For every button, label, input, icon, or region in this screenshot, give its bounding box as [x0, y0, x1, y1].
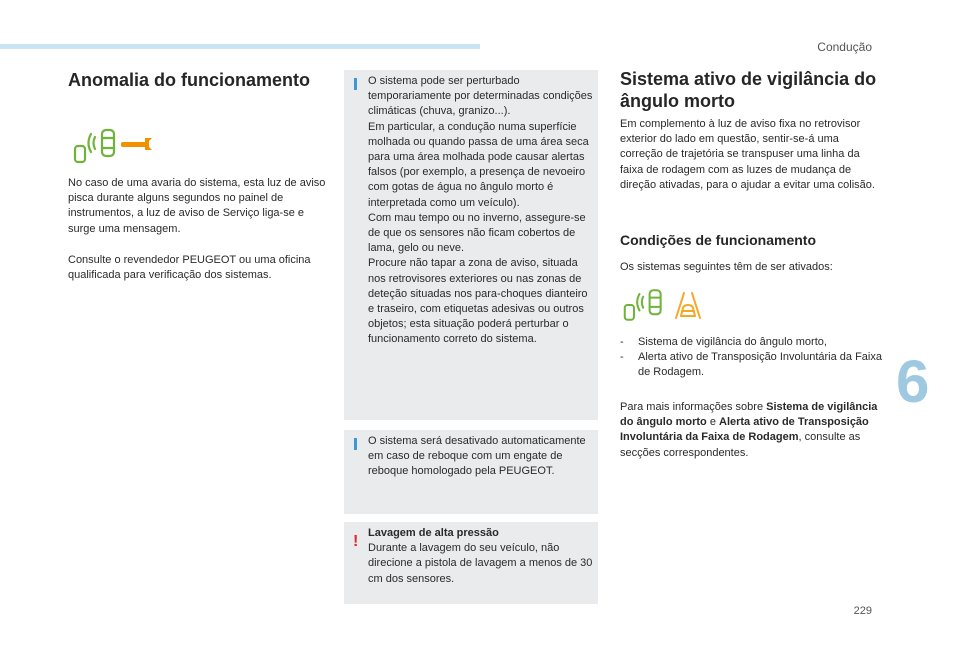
- info-text-towing: O sistema será desativado automaticamente em caso de reboque com um engate de reboque homologado pela PEUGEOT.: [368, 435, 586, 478]
- blind-spot-icon: [622, 286, 668, 324]
- info-box-towing: [344, 430, 598, 514]
- active-blind-spot-intro: Em complemento à luz de aviso fixa no retrovisor exterior do lado em questão, sentir-se-á uma correção de trajetória se transpuser uma linha da faixa de rodagem com as luzes de mudança de direção ativadas, para o ajudar a evitar uma colisão.: [620, 118, 875, 191]
- operating-conditions-title: Condições de funcionamento: [620, 232, 817, 248]
- more-info-prefix: Para mais informações sobre: [620, 401, 767, 413]
- info-icon: [354, 78, 357, 90]
- lane-keeping-icon: [670, 290, 706, 320]
- blind-spot-warning-icon: [72, 126, 122, 166]
- malfunction-paragraph: No caso de uma avaria do sistema, esta luz de aviso pisca durante alguns segundos no painel de instrumentos, a luz de aviso de Serviço liga-se e surge uma mensagem.: [68, 177, 326, 235]
- info-box-weather: [344, 70, 598, 420]
- warning-content: [368, 526, 594, 587]
- list-item: - Sistema de vigilância do ângulo morto,: [620, 335, 882, 350]
- warning-box-washing: [344, 522, 598, 604]
- warning-icon: !: [353, 533, 359, 550]
- warning-text: Durante a lavagem do seu veículo, não direcione a pistola de lavagem a menos de 30 cm dos sensores.: [368, 542, 593, 585]
- more-info-suffix: , consulte as secções correspondentes.: [620, 431, 861, 459]
- section-label: Condução: [817, 40, 872, 54]
- info-text-weather: O sistema pode ser perturbado temporariamente por determinadas condições climáticas (chuva, granizo...). Em particular, a condução numa superfície molhada ou quando passa de uma área seca para uma área molhada pode causar alertas falsos (por exemplo, a presença de nevoeiro com gotas de água no ângulo morto é interpretada como um veículo). Com mau tempo ou no inverno, assegure-se de que os sensores não ficam cobertos de lama, gelo ou neve. Procure não tapar a zona de aviso, situada nos retrovisores exteriores ou nas zonas de deteção situadas nos para-choques dianteiro e traseiro, com etiquetas adesivas ou outros objetos; esta situação poderá perturbar o funcionamento correto do sistema.: [368, 75, 593, 346]
- operating-conditions-intro: Os sistemas seguintes têm de ser ativados:: [620, 261, 833, 273]
- more-info-and: e: [706, 416, 719, 429]
- page-number: 229: [853, 605, 872, 617]
- header-bar: [0, 44, 480, 49]
- warning-title: Lavagem de alta pressão: [368, 527, 499, 539]
- required-systems-list: [620, 335, 882, 381]
- more-info-paragraph: [620, 400, 882, 461]
- malfunction-title: Anomalia do funcionamento: [68, 70, 311, 90]
- dealer-paragraph: Consulte o revendedor PEUGEOT ou uma oficina qualificada para verificação dos sistemas.: [68, 254, 311, 282]
- more-info-lane-alert: Alerta ativo de Transposição Involuntária da Faixa de Rodagem: [620, 416, 869, 444]
- list-item: - Alerta ativo de Transposição Involuntária da Faixa de Rodagem.: [620, 350, 882, 380]
- wrench-service-icon: [118, 134, 156, 154]
- more-info-blind-spot: Sistema de vigilância do ângulo morto: [620, 401, 878, 429]
- chapter-number: 6: [896, 348, 930, 415]
- active-blind-spot-title: Sistema ativo de vigilância do ângulo morto: [620, 69, 877, 111]
- info-icon: [354, 438, 357, 450]
